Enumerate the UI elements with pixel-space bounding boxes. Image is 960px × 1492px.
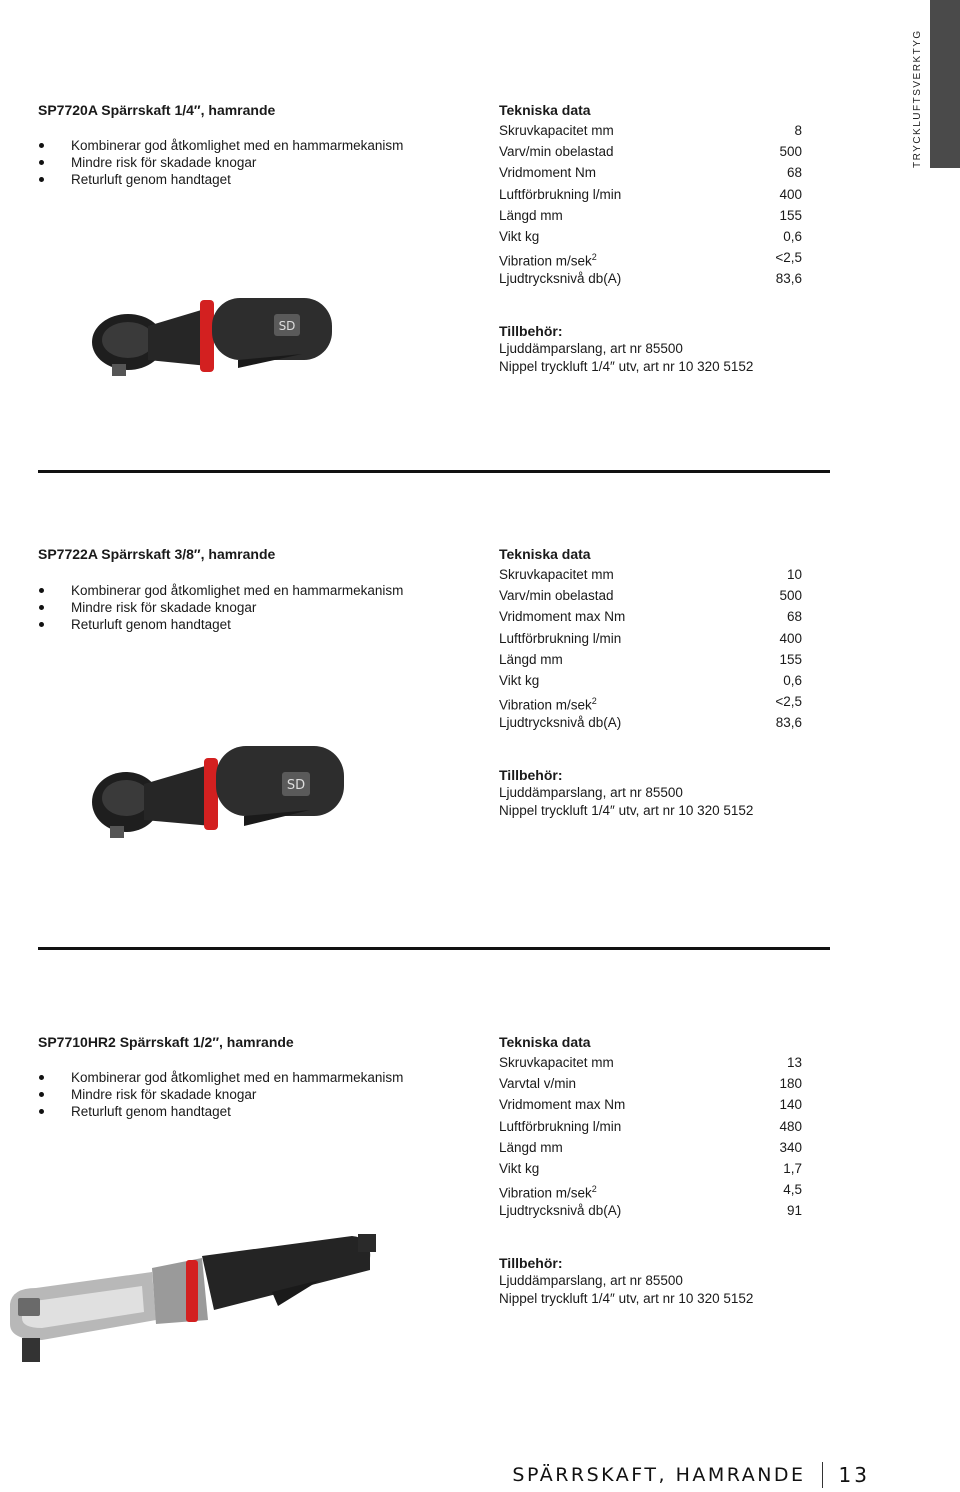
accessory-item: Ljuddämparslang, art nr 85500 bbox=[499, 1273, 683, 1288]
product-title: SP7720A Spärrskaft 1/4″, hamrande bbox=[38, 102, 276, 118]
spec-row: Längd mm 155 bbox=[499, 207, 802, 223]
feature-item: Kombinerar god åtkomlighet med en hammarmekanism bbox=[38, 137, 403, 154]
accessory-item: Nippel tryckluft 1/4″ utv, art nr 10 320 5152 bbox=[499, 359, 754, 374]
spec-row: Skruvkapacitet mm 13 bbox=[499, 1055, 802, 1070]
spec-row: Luftförbrukning l/min 480 bbox=[499, 1118, 802, 1134]
spec-row: Längd mm 340 bbox=[499, 1139, 802, 1155]
product-title: SP7722A Spärrskaft 3/8″, hamrande bbox=[38, 546, 276, 562]
accessories-heading: Tillbehör: bbox=[499, 1255, 563, 1271]
feature-item: Mindre risk för skadade knogar bbox=[38, 154, 403, 171]
spec-row: Varv/min obelastad 500 bbox=[499, 588, 802, 604]
svg-text:SD: SD bbox=[286, 778, 306, 793]
spec-row: Vibration m/sek$^2$ <2,5 bbox=[499, 694, 802, 713]
spec-row: Ljudtrycksnivå db(A) 83,6 bbox=[499, 715, 802, 731]
feature-list bbox=[38, 1069, 403, 1120]
feature-item: Mindre risk för skadade knogar bbox=[38, 1086, 403, 1103]
svg-text:SD: SD bbox=[278, 319, 296, 333]
accessory-item: Ljuddämparslang, art nr 85500 bbox=[499, 341, 683, 356]
ratchet-tool-image bbox=[88, 286, 348, 382]
accessories-heading: Tillbehör: bbox=[499, 767, 563, 783]
tech-heading: Tekniska data bbox=[499, 102, 591, 118]
spec-row: Skruvkapacitet mm 10 bbox=[499, 567, 802, 582]
spec-row: Vikt kg 0,6 bbox=[499, 228, 802, 244]
section-divider bbox=[38, 470, 830, 473]
accessories bbox=[499, 766, 753, 820]
feature-item: Returluft genom handtaget bbox=[38, 1103, 403, 1120]
feature-item: Kombinerar god åtkomlighet med en hammarmekanism bbox=[38, 1069, 403, 1086]
product-title: SP7710HR2 Spärrskaft 1/2″, hamrande bbox=[38, 1034, 294, 1050]
accessory-item: Ljuddämparslang, art nr 85500 bbox=[499, 785, 683, 800]
section-tab bbox=[930, 0, 960, 168]
section-tab-label: TRYCKLUFTSVERKTYG bbox=[912, 29, 923, 168]
ratchet-tool-image bbox=[88, 738, 358, 842]
spec-row: Luftförbrukning l/min 400 bbox=[499, 186, 802, 202]
page-footer bbox=[512, 1462, 870, 1488]
spec-row: Varv/min obelastad 500 bbox=[499, 144, 802, 160]
feature-item: Mindre risk för skadade knogar bbox=[38, 599, 403, 616]
accessory-item: Nippel tryckluft 1/4″ utv, art nr 10 320 5152 bbox=[499, 803, 754, 818]
tech-specs bbox=[499, 1032, 802, 1222]
spec-row: Luftförbrukning l/min 400 bbox=[499, 630, 802, 646]
footer-title: SPÄRRSKAFT, HAMRANDE bbox=[512, 1464, 806, 1486]
spec-row: Vridmoment max Nm 140 bbox=[499, 1097, 802, 1113]
ratchet-tool-image bbox=[2, 1228, 382, 1368]
spec-row: Skruvkapacitet mm 8 bbox=[499, 123, 802, 138]
tech-heading: Tekniska data bbox=[499, 1034, 591, 1050]
tech-specs bbox=[499, 544, 802, 734]
spec-row: Vikt kg 1,7 bbox=[499, 1160, 802, 1176]
feature-item: Returluft genom handtaget bbox=[38, 616, 403, 633]
page-number: 13 bbox=[838, 1463, 870, 1487]
feature-item: Returluft genom handtaget bbox=[38, 171, 403, 188]
feature-list bbox=[38, 582, 403, 633]
section-divider bbox=[38, 947, 830, 950]
accessories bbox=[499, 322, 753, 376]
spec-row: Vikt kg 0,6 bbox=[499, 672, 802, 688]
spec-row: Vibration m/sek$^2$ 4,5 bbox=[499, 1182, 802, 1201]
spec-row: Ljudtrycksnivå db(A) 83,6 bbox=[499, 271, 802, 287]
tech-specs bbox=[499, 100, 802, 290]
accessory-item: Nippel tryckluft 1/4″ utv, art nr 10 320 5152 bbox=[499, 1291, 754, 1306]
feature-item: Kombinerar god åtkomlighet med en hammarmekanism bbox=[38, 582, 403, 599]
spec-row: Varvtal v/min 180 bbox=[499, 1076, 802, 1092]
spec-row: Vridmoment Nm 68 bbox=[499, 165, 802, 181]
spec-row: Vibration m/sek$^2$ <2,5 bbox=[499, 250, 802, 269]
accessories-heading: Tillbehör: bbox=[499, 323, 563, 339]
tech-heading: Tekniska data bbox=[499, 546, 591, 562]
footer-separator bbox=[822, 1462, 823, 1488]
spec-row: Ljudtrycksnivå db(A) 91 bbox=[499, 1203, 802, 1219]
accessories bbox=[499, 1254, 753, 1308]
spec-row: Vridmoment max Nm 68 bbox=[499, 609, 802, 625]
feature-list bbox=[38, 137, 403, 188]
spec-row: Längd mm 155 bbox=[499, 651, 802, 667]
